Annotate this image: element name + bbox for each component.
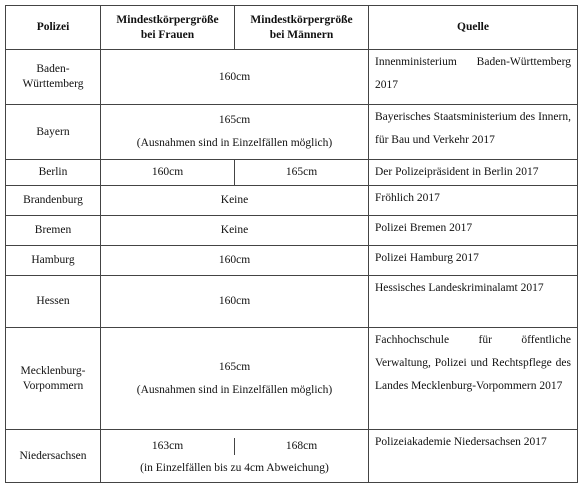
header-quelle: Quelle xyxy=(369,6,578,50)
table-row xyxy=(6,160,578,186)
source-cell: Innenministerium Baden-Württemberg 2017 xyxy=(369,50,578,105)
source-cell: Bayerisches Staatsministerium des Innern, für Bau und Verkehr 2017 xyxy=(369,105,578,160)
height-cell xyxy=(101,430,369,483)
source-cell: Fröhlich 2017 xyxy=(369,186,578,216)
table-row xyxy=(6,328,578,430)
source-cell: Der Polizeipräsident in Berlin 2017 xyxy=(369,160,578,186)
height-cell: 160cm xyxy=(101,246,369,276)
source-cell: Polizei Hamburg 2017 xyxy=(369,246,578,276)
header-min-height-women-line2: bei Frauen xyxy=(140,28,195,41)
header-min-height-women-line1: Mindestkörpergröße xyxy=(116,13,219,26)
police-height-table-container xyxy=(5,5,578,483)
height-cell: Keine xyxy=(101,216,369,246)
header-min-height-men xyxy=(235,6,369,50)
height-cell: 160cm xyxy=(101,276,369,328)
height-cell: 160cm xyxy=(101,50,369,105)
header-min-height-women xyxy=(101,6,235,50)
table-row xyxy=(6,105,578,160)
height-cell: Keine xyxy=(101,186,369,216)
table-row xyxy=(6,246,578,276)
height-men-value: 168cm xyxy=(234,438,368,455)
table-row xyxy=(6,276,578,328)
height-women-value: 163cm xyxy=(151,439,184,452)
state-cell: Brandenburg xyxy=(6,186,101,216)
state-cell: Bayern xyxy=(6,105,101,160)
table-row xyxy=(6,186,578,216)
height-note: (Ausnahmen sind in Einzelfällen möglich) xyxy=(136,137,333,149)
height-women-cell: 160cm xyxy=(101,160,235,186)
source-cell: Fachhochschule für öffentliche Verwaltung, Polizei und Rechtspflege des Landes Mecklenburg-Vorpommern 2017 xyxy=(369,328,578,430)
height-men-cell: 165cm xyxy=(235,160,369,186)
height-value: 165cm xyxy=(218,114,251,126)
state-name-line1: Baden- xyxy=(36,63,70,75)
state-cell: Berlin xyxy=(6,160,101,186)
state-name-line2: Württemberg xyxy=(22,78,84,90)
state-cell: Hamburg xyxy=(6,246,101,276)
table-row xyxy=(6,430,578,483)
height-split xyxy=(101,437,368,455)
source-cell: Hessisches Landeskriminalamt 2017 xyxy=(369,276,578,328)
state-cell: Bremen xyxy=(6,216,101,246)
height-note: (in Einzelfällen bis zu 4cm Abweichung) xyxy=(140,461,329,474)
source-cell: Polizei Bremen 2017 xyxy=(369,216,578,246)
source-cell: Polizeiakademie Niedersachsen 2017 xyxy=(369,430,578,483)
table-row xyxy=(6,216,578,246)
state-cell xyxy=(6,328,101,430)
height-note: (Ausnahmen sind in Einzelfällen möglich) xyxy=(136,383,333,396)
state-name-line2: Vorpommern xyxy=(22,379,84,392)
state-cell: Hessen xyxy=(6,276,101,328)
state-name-line1: Mecklenburg- xyxy=(20,364,86,377)
police-height-table xyxy=(5,5,578,483)
height-value: 165cm xyxy=(218,360,251,373)
header-polizei: Polizei xyxy=(6,6,101,50)
state-cell xyxy=(6,50,101,105)
header-min-height-men-line2: bei Männern xyxy=(269,28,334,41)
table-row xyxy=(6,50,578,105)
state-cell: Niedersachsen xyxy=(6,430,101,483)
height-cell xyxy=(101,328,369,430)
height-cell xyxy=(101,105,369,160)
table-header-row xyxy=(6,6,578,50)
header-min-height-men-line1: Mindestkörpergröße xyxy=(250,13,353,26)
